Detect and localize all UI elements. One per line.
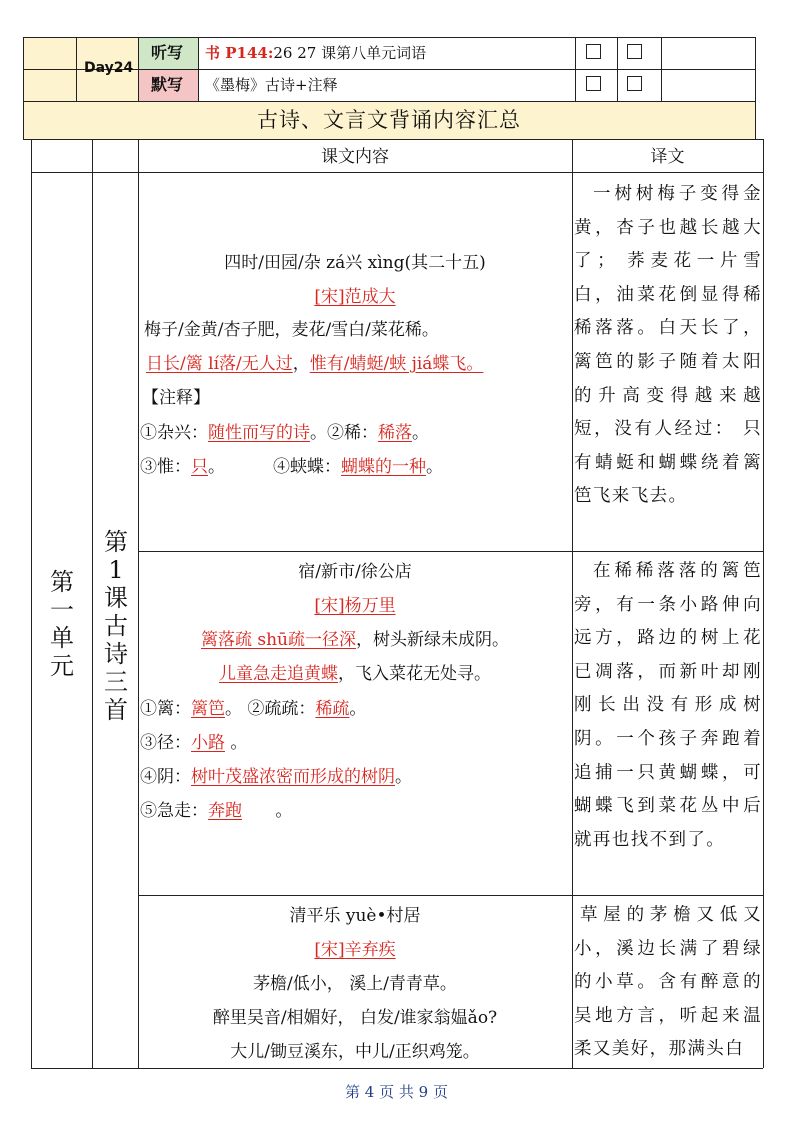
rule [138, 895, 763, 896]
poem-1-dynasty: 宋 [321, 287, 338, 307]
rule [617, 37, 618, 101]
poem-2-line-2: 儿童急走追黄蝶，飞入菜花无处寻。 [219, 664, 491, 684]
rule [661, 37, 662, 101]
rule [198, 37, 199, 101]
rule [31, 139, 32, 1068]
poem-2-note-3: ④阴：树叶茂盛浓密而形成的树阴。 [140, 767, 412, 787]
poem-1-line-1: 梅子/金黄/杏子肥，麦花/雪白/菜花稀。 [144, 320, 439, 340]
column-header-translation: 译文 [650, 147, 685, 167]
poem-1-line-2: 日长/篱 lí落/无人过，惟有/蜻蜓/蛱 jiá蝶飞。 [146, 354, 484, 374]
rule [572, 139, 573, 1068]
poem-3-dynasty: 宋 [321, 940, 338, 960]
silent-writing-checkbox-1[interactable] [586, 76, 601, 91]
rule [138, 551, 763, 552]
poem-1-title [138, 251, 572, 275]
poem-3-line-3: 大儿/锄豆溪东，中儿/正织鸡笼。 [230, 1042, 480, 1062]
rule [23, 101, 755, 102]
dictation-content [205, 41, 426, 65]
section-title: 古诗、文言文背诵内容汇总 [257, 108, 521, 132]
rule [23, 37, 755, 38]
poem-2-title: 宿/新市/徐公店 [298, 562, 412, 582]
book-page-ref: 书 P144: [205, 44, 274, 62]
poem-2-translation: 在稀稀落落的篱笆旁，有一条小路伸向远方，路边的树上花已凋落，而新叶却刚刚长出没有形成树阴。一个孩子奔跑着追捕一只黄蝴蝶，可蝴蝶飞到菜花丛中后就再也找不到了。 [574, 561, 762, 850]
dictation-label: 听写 [151, 43, 184, 62]
poem-1-byline: [宋]范成大 [314, 287, 396, 307]
dictation-checkbox-2[interactable] [627, 44, 642, 59]
rule [31, 1068, 763, 1069]
rule [763, 139, 764, 1068]
dictation-checkbox-1[interactable] [586, 44, 601, 59]
poem-2-dynasty: 宋 [321, 596, 338, 616]
unit-label: 第一单元 [50, 568, 74, 680]
poem-1-note-1: ①杂兴：随性而写的诗。②稀：稀落。 [140, 423, 429, 443]
poem-3-line-1: 茅檐/低小， 溪上/青青草。 [253, 974, 457, 994]
poem-2-note-2: ③径：小路 。 [140, 733, 248, 753]
rule [23, 139, 763, 140]
rule [92, 139, 93, 1068]
rule [138, 37, 139, 101]
poem-1-author: 范成大 [344, 287, 396, 307]
lesson-label: 第1课古诗三首 [104, 528, 128, 724]
poem-1-note-2: ③惟：只。 ④蛱蝶：蝴蝶的一种。 [140, 457, 443, 477]
poem-2-note-1: ①篱：篱笆。 ②疏疏：稀疏。 [140, 699, 367, 719]
poem-1-notes-head: 【注释】 [142, 388, 210, 408]
rule [31, 172, 763, 173]
poem-2-line-1: 篱落疏 shū疏一径深，树头新绿未成阴。 [200, 630, 510, 650]
poem-3-author: 辛弃疾 [344, 940, 396, 960]
header-day: Day24 [84, 60, 134, 76]
poem-1-translation: 一树树梅子变得金黄，杏子也越长越大了； 荞麦花一片雪白，油菜花倒显得稀稀落落。白天长了， 篱笆的影子随着太阳的升高变得越来越短，没有人经过： 只有蜻蜓和蝴蝶绕着篱笆飞来飞去。 [574, 184, 762, 507]
dictation-text: 26 27 课第八单元词语 [273, 44, 427, 62]
page-footer: 第 4 页 共 9 页 [345, 1083, 448, 1101]
poem-2-byline: [宋]杨万里 [314, 596, 396, 616]
poem-2-author: 杨万里 [344, 596, 396, 616]
silent-writing-checkbox-2[interactable] [627, 76, 642, 91]
poem-3-title: 清平乐 yuè•村居 [289, 906, 421, 926]
rule [575, 37, 576, 101]
silent-writing-label: 默写 [151, 75, 184, 94]
silent-writing-content: 《墨梅》古诗+注释 [205, 76, 338, 94]
poem-3-line-2: 醉里吴音/相媚好， 白发/谁家翁媪ǎo? [212, 1008, 498, 1028]
column-header-text: 课文内容 [321, 147, 389, 167]
poem-1-title-text: 四时/田园/杂 zá兴 xìng(其二十五) [224, 253, 486, 273]
poem-3-byline: [宋]辛弃疾 [314, 940, 396, 960]
poem-2-note-4: ⑤急走：奔跑 。 [140, 801, 293, 821]
poem-3-translation: 草屋的茅檐又低又小，溪边长满了碧绿的小草。含有醉意的吴地方言，听起来温柔又美好，那满头白 [574, 905, 762, 1060]
rule [76, 37, 77, 101]
